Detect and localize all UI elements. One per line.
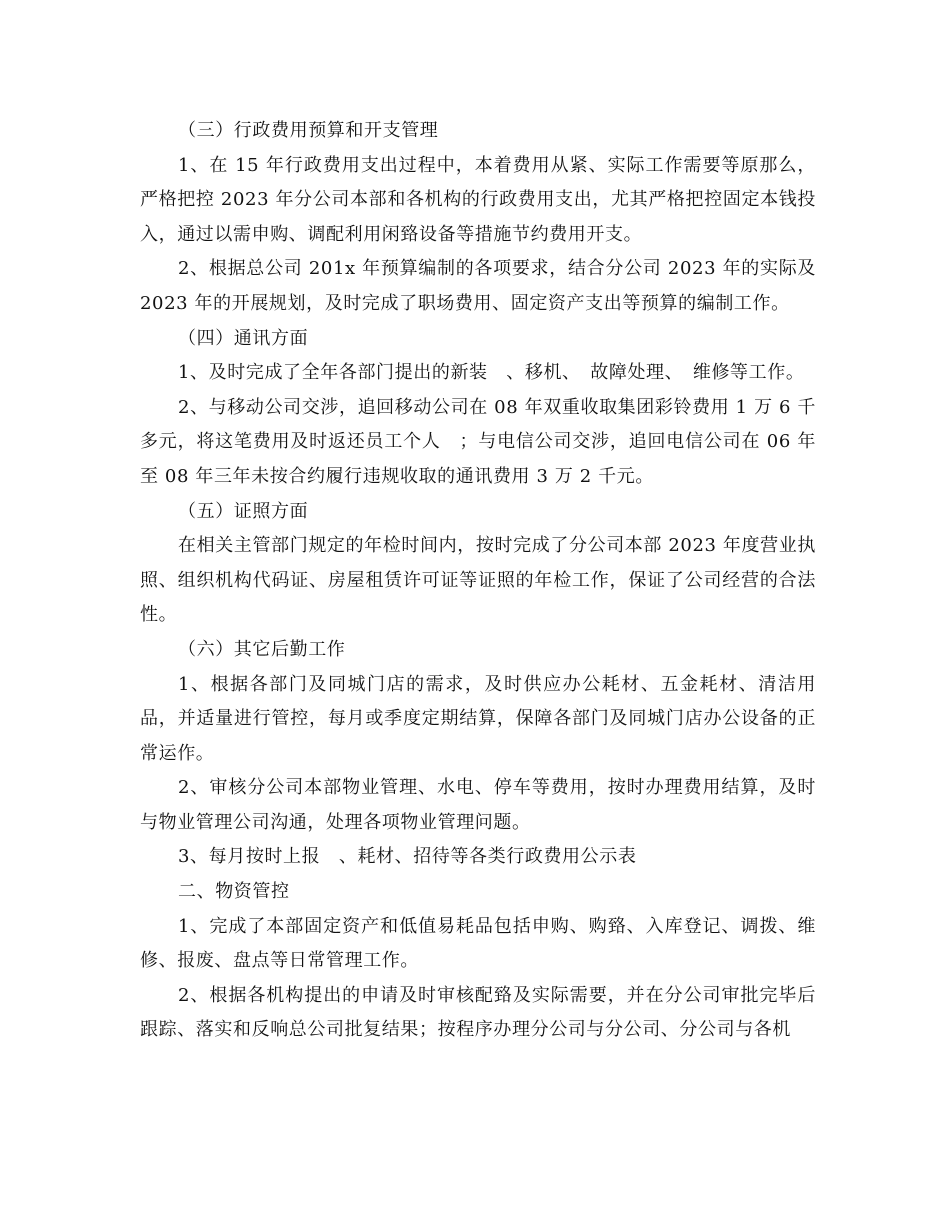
paragraph: 在相关主管部门规定的年检时间内，按时完成了分公司本部 2023 年度营业执照、组织机构代码证、房屋租赁许可证等证照的年检工作，保证了公司经营的合法性。 (140, 535, 816, 626)
document-body (140, 114, 816, 1048)
paragraph: 2、审核分公司本部物业管理、水电、停车等费用，按时办理费用结算，及时与物业管理公司沟通，处理各项物业管理问题。 (140, 777, 816, 833)
paragraph: 1、根据各部门及同城门店的需求，及时供应办公耗材、五金耗材、清洁用品，并适量进行管控，每月或季度定期结算，保障各部门及同城门店办公设备的正常运作。 (140, 673, 816, 764)
paragraph: 2、根据总公司 201x 年预算编制的各项要求，结合分公司 2023 年的实际及 2023 年的开展规划，及时完成了职场费用、固定资产支出等预算的编制工作。 (140, 258, 816, 314)
paragraph: 2、与移动公司交涉，追回移动公司在 08 年双重收取集团彩铃费用 1 万 6 千多元，将这笔费用及时返还员工个人 ；与电信公司交涉，追回电信公司在 06 年至 08 年三年未按合约履行违规收取的通讯费用 3 万 2 千元。 (140, 396, 816, 487)
paragraph: 3、每月按时上报 、耗材、招待等各类行政费用公示表 (178, 846, 637, 868)
section-heading-materials: 二、物资管控 (178, 881, 290, 903)
paragraph: 2、根据各机构提出的申请及时审核配臵及实际需要，并在分公司审批完毕后跟踪、落实和反响总公司批复结果；按程序办理分公司与分公司、分公司与各机 (140, 984, 816, 1041)
section-heading-licenses: （五）证照方面 (178, 500, 309, 522)
section-heading-communications: （四）通讯方面 (178, 327, 309, 349)
paragraph: 1、及时完成了全年各部门提出的新装 、移机、 故障处理、 维修等工作。 (178, 362, 805, 384)
paragraph: 1、完成了本部固定资产和低值易耗品包括申购、购臵、入库登记、调拨、维修、报废、盘点等日常管理工作。 (140, 915, 816, 972)
section-heading-other-logistics: （六）其它后勤工作 (178, 638, 346, 660)
section-heading-admin-expense: （三）行政费用预算和开支管理 (178, 120, 439, 141)
paragraph: 1、在 15 年行政费用支出过程中，本着费用从紧、实际工作需要等原那么，严格把控 2023 年分公司本部和各机构的行政费用支出，尤其严格把控固定本钱投入，通过以需申购、调配利用闲臵设备等措施节约费用开支。 (140, 154, 816, 245)
